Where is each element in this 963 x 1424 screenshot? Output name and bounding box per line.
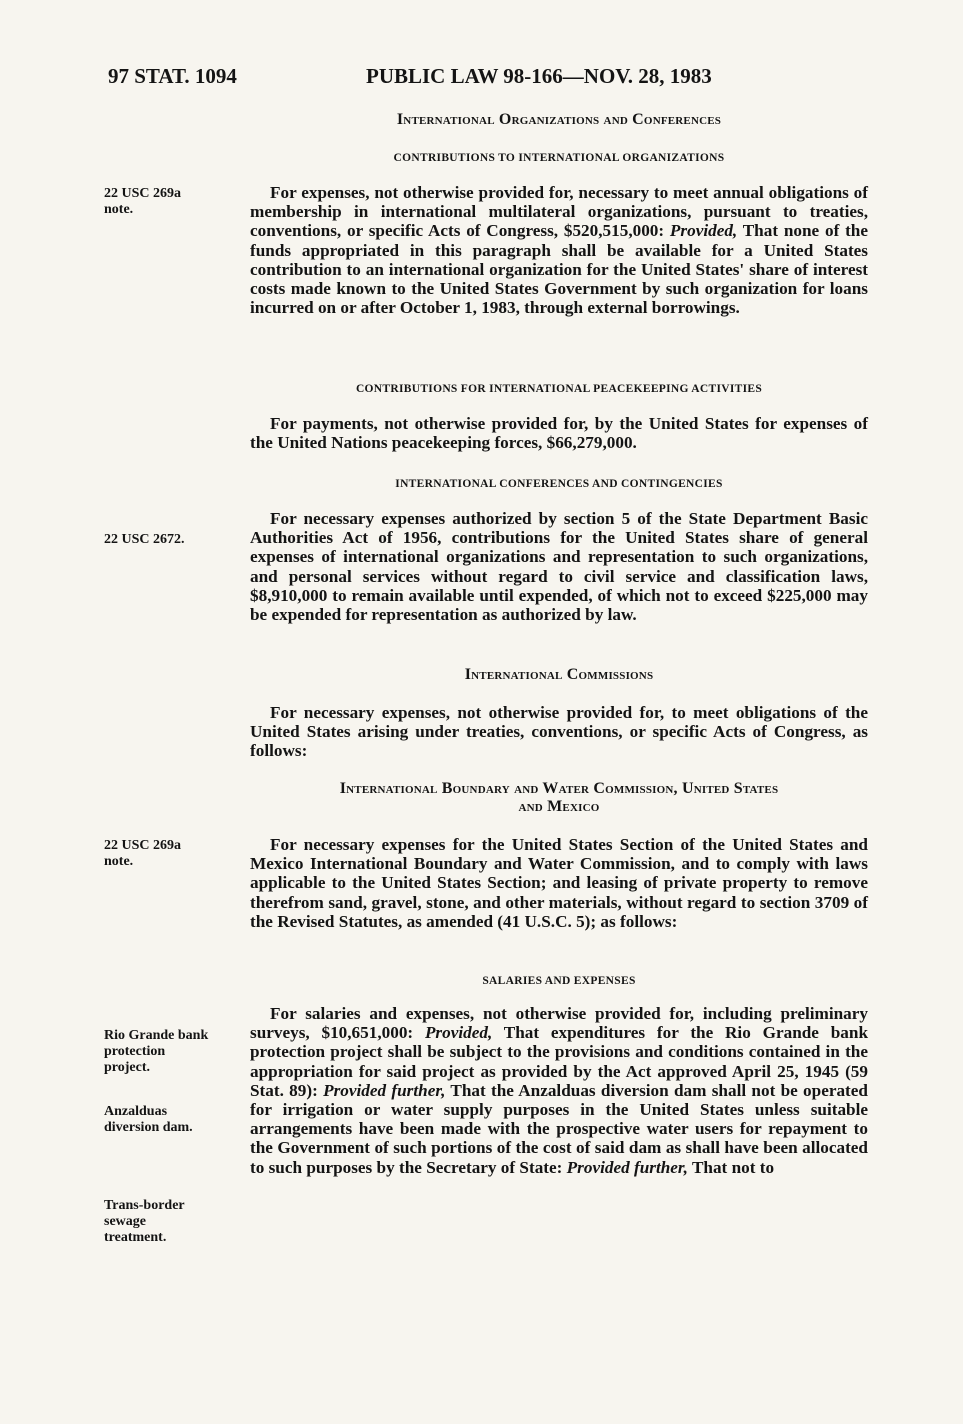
peacekeeping-heading: CONTRIBUTIONS FOR INTERNATIONAL PEACEKEEPING ACTIVITIES xyxy=(355,383,763,395)
intl-orgs-heading: International Organizations and Conferences xyxy=(396,111,722,128)
salaries-heading: SALARIES AND EXPENSES xyxy=(482,975,636,987)
ibwc-heading: International Boundary and Water Commission, United States and Mexico xyxy=(339,780,779,815)
margin-note-22usc2672: 22 USC 2672. xyxy=(104,532,185,547)
salaries-paragraph: For salaries and expenses, not otherwise provided for, including preliminary surveys, $10,651,000: Provided, That expenditures for the Rio Grande bank protection project shall be subject to the provisions and conditions contained in the appropriation for said project as provided by the Act approved April 25, 1945 (59 Stat. 89): Provided further, That the Anzalduas diversion dam shall not be operated for irrigation or water supply purposes in the United States unless suitable arrangements have been made with the prospective water users for repayment to the Government of such portions of the cost of said dam as shall have been allocated to such purposes by the Secretary of State: Provided further, That not to xyxy=(250,1004,869,1177)
margin-note-22usc269a-1: 22 USC 269a note. xyxy=(104,186,182,217)
conferences-paragraph: For necessary expenses authorized by section 5 of the State Department Basic Authorities Act of 1956, contributions for the United States share of general expenses of international organizations and representation to such organizations, and personal services without regard to civil service and classification laws, $8,910,000 to remain available until expended, of which not to exceed $225,000 may be expended for representation as authorized by law. xyxy=(250,509,868,625)
margin-note-anzalduas: Anzalduas diversion dam. xyxy=(104,1104,193,1135)
ibwc-paragraph: For necessary expenses for the United States Section of the United States and Mexico International Boundary and Water Commission, and to comply with laws applicable to the United States Section; and leasing of private property to remove therefrom sand, gravel, stone, and other materials, without regard to section 3709 of the Revised Statutes, as amended (41 U.S.C. 5); as follows: xyxy=(250,835,868,931)
contributions-heading: CONTRIBUTIONS TO INTERNATIONAL ORGANIZATIONS xyxy=(393,152,725,164)
commissions-paragraph: For necessary expenses, not otherwise provided for, to meet obligations of the United States arising under treaties, conventions, or specific Acts of Congress, as follows: xyxy=(250,703,868,761)
conferences-heading: INTERNATIONAL CONFERENCES AND CONTINGENCIES xyxy=(395,478,723,490)
stat-citation: 97 STAT. 1094 xyxy=(108,64,237,88)
commissions-heading: International Commissions xyxy=(464,666,654,683)
running-head xyxy=(108,64,868,94)
peacekeeping-paragraph: For payments, not otherwise provided for, by the United States for expenses of the United Nations peacekeeping forces, $66,279,000. xyxy=(250,414,868,453)
margin-note-22usc269a-2: 22 USC 269a note. xyxy=(104,838,182,869)
margin-note-trans-border: Trans-border sewage treatment. xyxy=(104,1198,185,1245)
public-law-title: PUBLIC LAW 98-166—NOV. 28, 1983 xyxy=(366,64,712,88)
contributions-paragraph: For expenses, not otherwise provided for, necessary to meet annual obligations of membership in international multilateral organizations, pursuant to treaties, conventions, or specific Acts of Congress, $520,515,000: Provided, That none of the funds appropriated in this paragraph shall be available for a United States contribution to an international organization for the United States' share of interest costs made known to the United States Government by such organization for loans incurred on or after October 1, 1983, through external borrowings. xyxy=(250,183,868,318)
margin-note-rio-grande: Rio Grande bank protection project. xyxy=(104,1028,209,1075)
